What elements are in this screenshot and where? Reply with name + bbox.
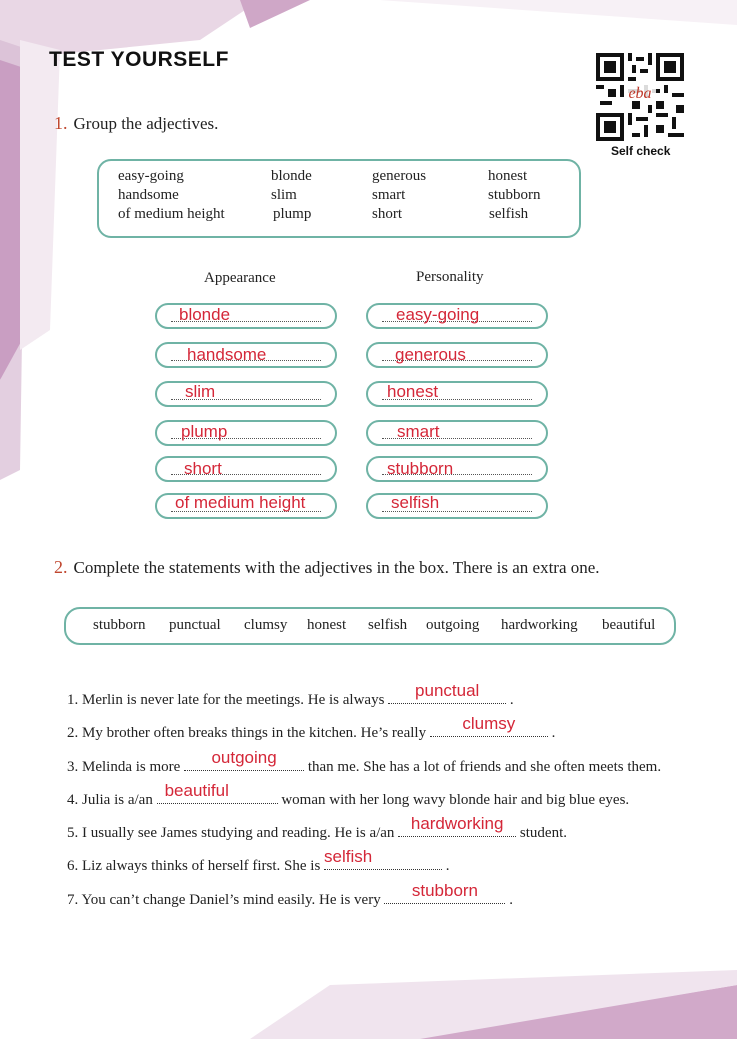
statement	[67, 681, 514, 709]
statement-blank[interactable]	[398, 814, 516, 837]
box-word: of medium height	[118, 206, 225, 222]
personality-answer-field[interactable]	[366, 493, 548, 519]
box-word: smart	[372, 187, 406, 203]
statement	[67, 781, 630, 809]
self-check-label: Self check	[611, 144, 671, 158]
word-bank-item: outgoing	[426, 617, 480, 633]
statement	[67, 714, 556, 742]
statement-blank[interactable]	[324, 847, 442, 870]
statement-text: 6. Liz always thinks of herself first. She is	[67, 858, 325, 874]
statement-blank[interactable]	[384, 881, 505, 904]
box-word: honest	[488, 168, 528, 184]
qr-code-icon[interactable]	[596, 53, 684, 141]
answer-text: outgoing	[211, 748, 277, 767]
statement-text: 1. Merlin is never late for the meetings. He is always	[67, 692, 389, 708]
statement	[67, 881, 513, 909]
personality-answer-field[interactable]	[366, 456, 548, 482]
exercise-2-heading	[54, 557, 600, 578]
answer-text: handsome	[187, 345, 267, 364]
box-word: slim	[271, 187, 297, 203]
word-bank-item: stubborn	[93, 617, 146, 633]
page-title: TEST YOURSELF	[49, 48, 229, 71]
answer-text: short	[184, 459, 222, 478]
statement-blank[interactable]	[388, 681, 506, 704]
personality-answer-field[interactable]	[366, 303, 548, 329]
answer-text: slim	[185, 382, 216, 401]
word-bank-item: clumsy	[244, 617, 288, 633]
exercise-2-number: 2.	[54, 557, 68, 577]
personality-answer-field[interactable]	[366, 381, 548, 407]
box-word: blonde	[271, 168, 312, 184]
statement-text: than me. She has a lot of friends and she often meets them.	[304, 759, 662, 775]
answer-text: punctual	[415, 681, 480, 700]
box-word: generous	[372, 168, 427, 184]
answer-text: blonde	[179, 305, 231, 324]
box-word: selfish	[489, 206, 529, 222]
answer-text: honest	[387, 382, 439, 401]
statement-text: 7. You can’t change Daniel’s mind easily. He is very	[67, 892, 385, 908]
appearance-answer-field[interactable]	[155, 420, 337, 446]
statement	[67, 814, 568, 842]
answer-text: of medium height	[175, 493, 306, 512]
statement-text: 5. I usually see James studying and reading. He is a/an	[67, 825, 399, 841]
answer-text: plump	[181, 422, 228, 441]
answer-text: generous	[395, 345, 466, 364]
answer-text: smart	[397, 422, 440, 441]
statement-text: 3. Melinda is more	[67, 759, 185, 775]
personality-answer-field[interactable]	[366, 342, 548, 368]
word-bank-item: selfish	[368, 617, 408, 633]
word-bank-item: hardworking	[501, 617, 578, 633]
personality-column-heading: Personality	[416, 269, 484, 285]
exercise-1-instruction: Group the adjectives.	[73, 114, 219, 133]
box-word: stubborn	[488, 187, 541, 203]
appearance-answer-field[interactable]	[155, 342, 337, 368]
personality-answer-field[interactable]	[366, 420, 548, 446]
answer-text: selfish	[391, 493, 440, 512]
answer-text: beautiful	[164, 781, 229, 800]
word-bank-item: beautiful	[602, 617, 656, 633]
statement-text: .	[506, 692, 514, 708]
word-bank-item: honest	[307, 617, 347, 633]
statement-text: student.	[516, 825, 568, 841]
box-word: short	[372, 206, 402, 222]
statement-text: .	[442, 858, 450, 874]
statement-blank[interactable]	[157, 781, 278, 804]
statement-blank[interactable]	[184, 748, 304, 771]
statement-text: .	[505, 892, 513, 908]
box-word: plump	[273, 206, 312, 222]
word-bank-item: punctual	[169, 617, 221, 633]
statement	[67, 847, 450, 875]
answer-text: stubborn	[387, 459, 454, 478]
answer-text: hardworking	[410, 814, 504, 833]
statement-blank[interactable]	[430, 714, 548, 737]
answer-text: selfish	[324, 847, 373, 866]
statement-text: 2. My brother often breaks things in the kitchen. He’s really	[67, 725, 430, 741]
appearance-answer-field[interactable]	[155, 493, 337, 519]
exercise-1-number: 1.	[54, 113, 68, 133]
exercise-1-heading	[54, 113, 218, 134]
statement-text: 4. Julia is a/an	[67, 792, 157, 808]
box-word: easy-going	[118, 168, 184, 184]
statement-text: woman with her long wavy blonde hair and big blue eyes.	[277, 792, 630, 808]
appearance-answer-field[interactable]	[155, 456, 337, 482]
appearance-answer-field[interactable]	[155, 303, 337, 329]
appearance-column-heading: Appearance	[204, 270, 276, 286]
answer-text: easy-going	[396, 305, 480, 324]
answer-text: stubborn	[411, 881, 479, 900]
statement	[67, 748, 662, 776]
qr-logo: eba	[628, 85, 652, 103]
exercise-2-instruction: Complete the statements with the adjectives in the box. There is an extra one.	[73, 558, 600, 577]
box-word: handsome	[118, 187, 179, 203]
statement-text: .	[547, 725, 556, 741]
answer-text: clumsy	[462, 714, 516, 733]
appearance-answer-field[interactable]	[155, 381, 337, 407]
